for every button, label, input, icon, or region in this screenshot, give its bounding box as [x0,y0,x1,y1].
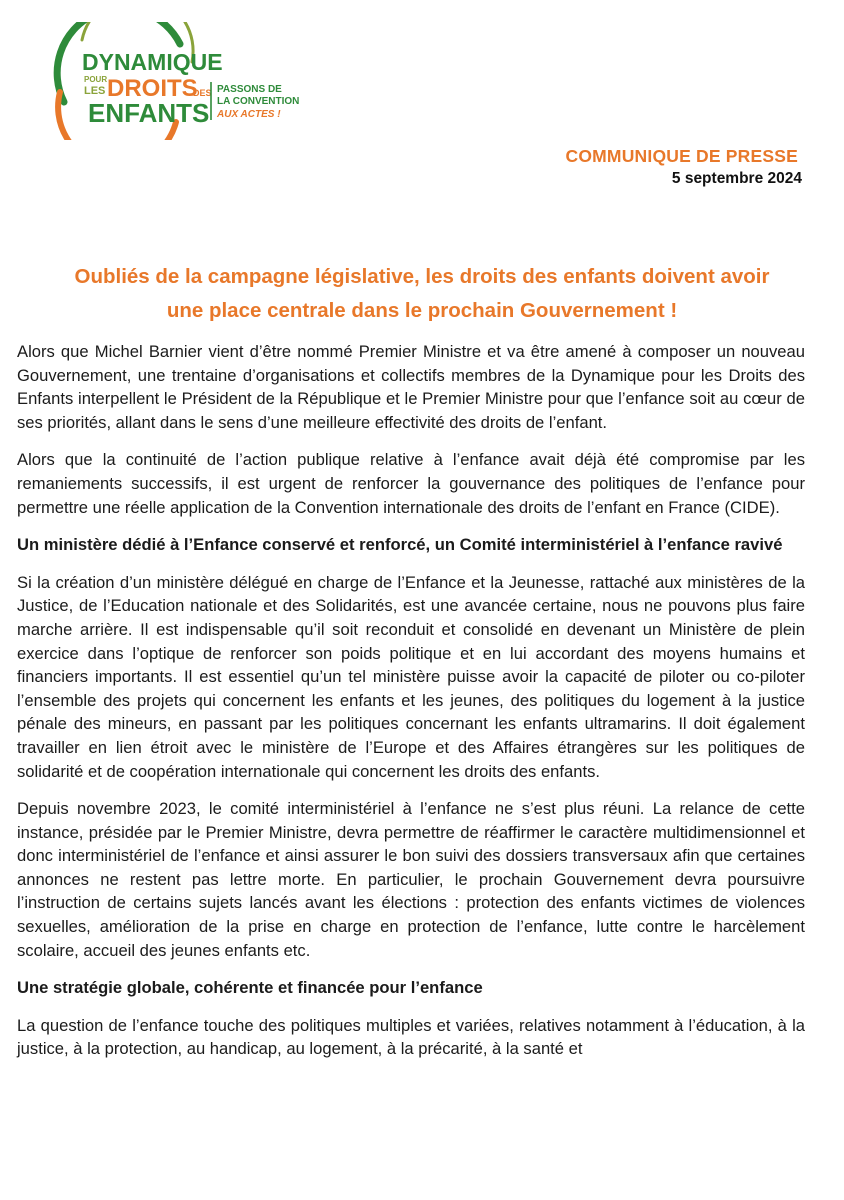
logo-slogan-line1: PASSONS DE [217,84,282,95]
press-header [566,146,803,188]
paragraph-strategy: La question de l’enfance touche des politiques multiples et variées, relatives notamment à l’éducation, à la justice, à la protection, au handicap, au logement, à la précarité, à la santé et [17,1015,805,1059]
logo-slogan-line2: LA CONVENTION [217,96,300,107]
paragraph-intro: Alors que Michel Barnier vient d’être nommé Premier Ministre et va être amené à composer un nouveau Gouvernement, une trentaine d’organisations et collectifs membres de la Dynamique pour les Droits des Enfants interpellent le Président de la République et le Premier Ministre pour que l’enfance soit au cœur de ses priorités, allant dans le sens d’une meilleure effectivité des droits de l’enfant. [17,342,805,432]
section-heading-strategy: Une stratégie globale, cohérente et financée pour l’enfance [17,978,483,998]
press-release-date: 5 septembre 2024 [671,170,802,187]
logo-word-enfants: ENFANTS [88,98,210,128]
logo-word-les: LES [84,85,106,97]
headline-line1: Oubliés de la campagne législative, les droits des enfants doivent avoir [74,265,770,288]
headline-line2: une place centrale dans le prochain Gouvernement ! [166,299,678,322]
section-heading-ministry: Un ministère dédié à l’Enfance conservé et renforcé, un Comité interministériel à l’enfance ravivé [17,535,783,555]
logo-word-dynamique: DYNAMIQUE [82,49,223,75]
organization-logo [52,22,312,140]
logo-word-des: DES [193,88,212,98]
paragraph-ministry: Si la création d’un ministère délégué en charge de l’Enfance et la Jeunesse, rattaché aux ministères de la Justice, de l’Education nationale et des Solidarités, est une avancée certaine, nous ne pouvons plus faire marche arrière. Il est indispensable qu’il soit reconduit et consolidé en devenant un Ministère de plein exercice dans l’optique de renforcer son poids politique et en lui accordant des moyens humains et financiers importants. Il est essentiel qu’un tel ministère puisse avoir la capacité de piloter ou co-piloter l’ensemble des projets qui concernent les enfants et les jeunes, des politiques du logement à la justice pénale des mineurs, en passant par les politiques concernant les enfants ultramarins. Il doit également travailler en lien étroit avec le ministère de l’Europe et des Affaires étrangères sur les politiques de solidarité et de coopération internationale qui concernent les droits des enfants. [17,572,805,781]
logo-graphic [52,22,312,140]
paragraph-committee: Depuis novembre 2023, le comité interministériel à l’enfance ne s’est plus réuni. La relance de cette instance, présidée par le Premier Ministre, devra permettre de réaffirmer le caractère multidimensionnel et donc interministériel de l’enfance et ainsi assurer le bon suivi des dossiers transversaux afin que certaines annonces ne restent pas lettre morte. En particulier, le prochain Gouvernement devra poursuivre l’instruction de certains sujets lancés avant les élections : protection des enfants victimes de violences sexuelles, amélioration de la prise en charge en protection de l’enfance, lutte contre le harcèlement scolaire, accueil des jeunes enfants etc. [17,799,805,960]
headline [18,260,826,328]
logo-word-droits: DROITS [107,75,198,102]
article-body [17,340,805,1075]
logo-slogan-line3: AUX ACTES ! [217,109,281,120]
logo-word-pour: POUR [84,75,108,84]
press-release-label: COMMUNIQUE DE PRESSE [565,146,798,166]
paragraph-continuity: Alors que la continuité de l’action publique relative à l’enfance avait déjà été compromise par les remaniements successifs, il est urgent de renforcer la gouvernance des politiques de l’enfance pour permettre une réelle application de la Convention internationale des droits de l’enfant en France (CIDE). [17,450,805,517]
